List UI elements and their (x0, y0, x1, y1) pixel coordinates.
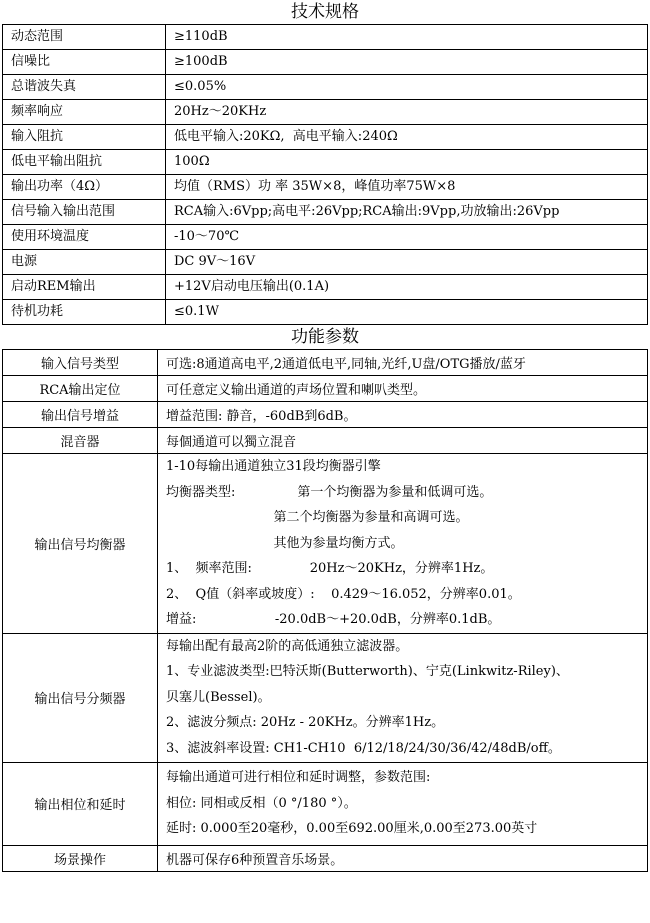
spec-key: 输出功率（4Ω） (3, 175, 166, 200)
spec-value: DC 9V～16V (166, 250, 648, 275)
spec-value: 100Ω (166, 150, 648, 175)
spec-value: RCA输入:6Vpp;高电平:26Vpp;RCA输出:9Vpp,功放输出:26Vpp (166, 200, 648, 225)
spec-row (3, 100, 648, 125)
func-value (158, 454, 648, 634)
func-value: 机器可保存6种预置音乐场景。 (158, 845, 648, 871)
func-row-scene (3, 845, 648, 871)
func-value: 增益范围: 静音，-60dB到6dB。 (158, 402, 648, 428)
spec-row (3, 25, 648, 50)
spec-row (3, 175, 648, 200)
spec-value: 低电平输入:20KΩ, 高电平输入:240Ω (166, 125, 648, 150)
func-value (158, 762, 648, 845)
spec-value: 均值（RMS）功 率 35W×8，峰值功率75W×8 (166, 175, 648, 200)
crossover-line: 每输出配有最高2阶的高低通独立滤波器。 (166, 638, 409, 654)
spec-value: ≤0.05% (166, 75, 648, 100)
func-value: 可选:8通道高电平,2通道低电平,同轴,光纤,U盘/OTG播放/蓝牙 (158, 350, 648, 376)
spec-row (3, 275, 648, 300)
crossover-line: 贝塞儿(Bessel)。 (166, 689, 271, 705)
func-row-equalizer (3, 454, 648, 634)
spec-key: 待机功耗 (3, 300, 166, 325)
spec-key: 低电平输出阻抗 (3, 150, 166, 175)
func-row-phase-delay (3, 762, 648, 845)
func-row-gain (3, 402, 648, 428)
spec-key: 输入阻抗 (3, 125, 166, 150)
spec-key: 电源 (3, 250, 166, 275)
eq-line: 增益: -20.0dB～+20.0dB，分辨率0.1dB。 (166, 612, 501, 627)
func-key: 输出相位和延时 (3, 762, 158, 845)
spec-row (3, 200, 648, 225)
spec-key: 动态范围 (3, 25, 166, 50)
phase-line: 每输出通道可进行相位和延时调整，参数范围: (166, 770, 431, 786)
eq-line: 均衡器类型: 第一个均衡器为参量和低调可选。 (166, 484, 493, 500)
phase-line: 延时: 0.000至20毫秒，0.00至692.00厘米,0.00至273.00英寸 (166, 821, 538, 837)
spec-key: 信号输入输出范围 (3, 200, 166, 225)
spec-row (3, 225, 648, 250)
func-key: 输出信号均衡器 (3, 454, 158, 634)
crossover-line: 1、专业滤波类型:巴特沃斯(Butterworth)、宁克(Linkwitz-Riley)、 (166, 664, 569, 680)
spec-value: ≥110dB (166, 25, 648, 50)
spec-key: 使用环境温度 (3, 225, 166, 250)
func-key: 混音器 (3, 428, 158, 454)
eq-line: 1、 频率范围: 20Hz～20KHz，分辨率1Hz。 (166, 561, 494, 576)
func-key: 输出信号增益 (3, 402, 158, 428)
func-key: 输出信号分频器 (3, 633, 158, 762)
func-row-crossover (3, 633, 648, 762)
spec-value: -10～70℃ (166, 225, 648, 250)
func-key: 输入信号类型 (3, 350, 158, 376)
spec-value: +12V启动电压输出(0.1A) (166, 275, 648, 300)
spec-key: 总谐波失真 (3, 75, 166, 100)
func-row-input-type (3, 350, 648, 376)
spec-row (3, 75, 648, 100)
eq-line: 其他为参量均衡方式。 (166, 535, 404, 551)
spec-table (2, 24, 648, 325)
spec-row (3, 125, 648, 150)
spec-key: 信噪比 (3, 50, 166, 75)
spec-row (3, 250, 648, 275)
func-title: 功能参数 (291, 327, 359, 347)
eq-line: 2、 Q值（斜率或坡度）: 0.429～16.052，分辨率0.01。 (166, 586, 521, 602)
func-value (158, 633, 648, 762)
spec-row (3, 150, 648, 175)
spec-key: 启动REM输出 (3, 275, 166, 300)
spec-row (3, 50, 648, 75)
func-row-rca-position (3, 376, 648, 402)
func-table (2, 349, 648, 872)
spec-value: ≤0.1W (166, 300, 648, 325)
crossover-line: 2、滤波分频点: 20Hz - 20KHz。分辨率1Hz。 (166, 715, 445, 731)
func-value: 每個通道可以獨立混音 (158, 428, 648, 454)
spec-value: ≥100dB (166, 50, 648, 75)
spec-title: 技术规格 (291, 2, 359, 22)
func-row-mixer (3, 428, 648, 454)
spec-key: 频率响应 (3, 100, 166, 125)
func-value: 可任意定义输出通道的声场位置和喇叭类型。 (158, 376, 648, 402)
func-key: 场景操作 (3, 845, 158, 871)
eq-line: 第二个均衡器为参量和高调可选。 (166, 510, 469, 525)
spec-value: 20Hz～20KHz (166, 100, 648, 125)
eq-line: 1-10每输出通道独立31段均衡器引擎 (166, 459, 381, 474)
spec-row (3, 300, 648, 325)
phase-line: 相位: 同相或反相（0 °/180 °）。 (166, 795, 357, 811)
func-key: RCA输出定位 (3, 376, 158, 402)
crossover-line: 3、滤波斜率设置: CH1-CH10 6/12/18/24/30/36/42/48dB/off。 (166, 740, 561, 756)
